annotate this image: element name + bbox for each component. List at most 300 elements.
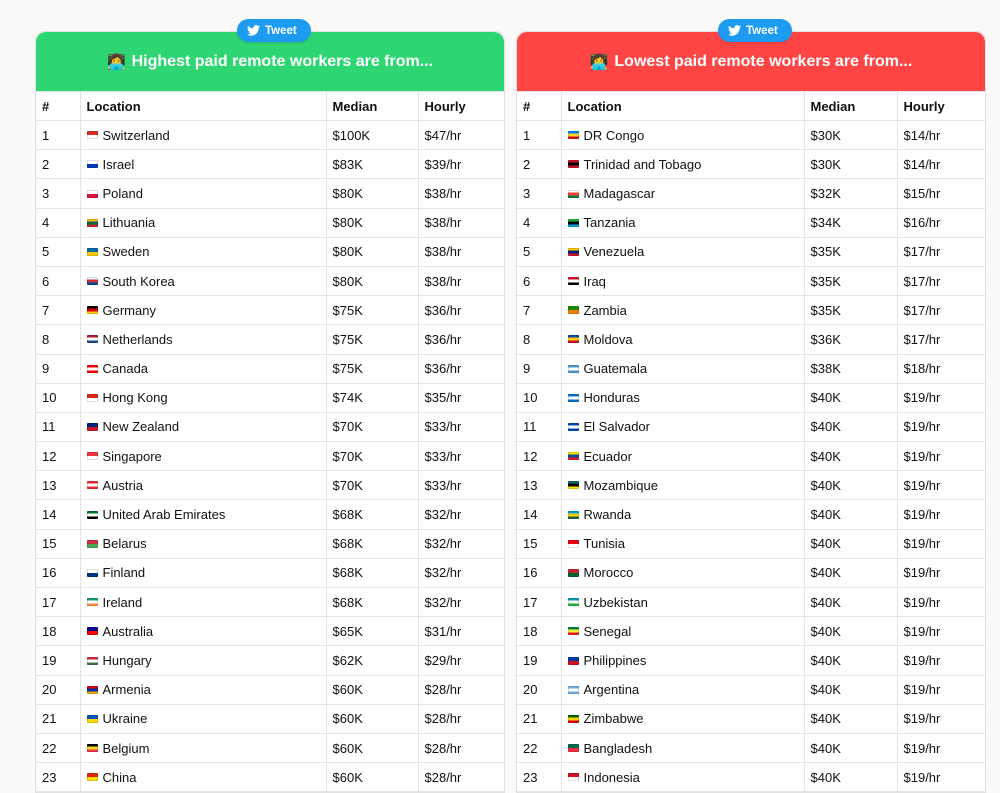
- location-cell[interactable]: [80, 763, 326, 792]
- table-row[interactable]: [517, 237, 985, 266]
- table-row[interactable]: [517, 442, 985, 471]
- table-header-row: [36, 92, 504, 121]
- table-row[interactable]: [36, 646, 504, 675]
- hourly-cell: $29/hr: [418, 646, 504, 675]
- hourly-cell: $33/hr: [418, 471, 504, 500]
- median-cell: $60K: [326, 763, 418, 792]
- lowest-paid-rows: [517, 121, 985, 792]
- rank-cell: 17: [36, 588, 80, 617]
- country-flag-icon: [87, 160, 98, 168]
- rank-cell: 22: [36, 733, 80, 762]
- median-cell: $75K: [326, 325, 418, 354]
- col-hourly-header[interactable]: Hourly: [418, 92, 504, 121]
- country-flag-icon: [87, 511, 98, 519]
- location-cell[interactable]: [80, 704, 326, 733]
- lowest-paid-table: [517, 91, 985, 792]
- table-row[interactable]: [517, 121, 985, 150]
- location-cell[interactable]: [80, 150, 326, 179]
- table-row[interactable]: [517, 471, 985, 500]
- country-name: Venezuela: [583, 244, 645, 260]
- country-flag-icon: [87, 598, 98, 606]
- median-cell: $60K: [326, 704, 418, 733]
- hourly-cell: $19/hr: [897, 383, 985, 412]
- hourly-cell: $33/hr: [418, 412, 504, 441]
- table-row[interactable]: [36, 500, 504, 529]
- tweet-label: Tweet: [265, 24, 297, 37]
- hourly-cell: $19/hr: [897, 412, 985, 441]
- table-header-row: [517, 92, 985, 121]
- table-row[interactable]: [36, 150, 504, 179]
- country-name: Belarus: [102, 536, 147, 552]
- location-cell[interactable]: [561, 208, 804, 237]
- country-flag-icon: [87, 569, 98, 577]
- country-flag-icon: [568, 657, 579, 665]
- median-cell: $40K: [804, 500, 897, 529]
- country-name: United Arab Emirates: [102, 507, 226, 523]
- table-row[interactable]: [517, 704, 985, 733]
- median-cell: $40K: [804, 646, 897, 675]
- location-cell[interactable]: [561, 675, 804, 704]
- table-row[interactable]: [517, 763, 985, 792]
- country-name: Madagascar: [583, 185, 656, 201]
- median-cell: $68K: [326, 588, 418, 617]
- rank-cell: 8: [36, 325, 80, 354]
- country-flag-icon: [568, 190, 579, 198]
- median-cell: $40K: [804, 412, 897, 441]
- rank-cell: 19: [517, 646, 561, 675]
- median-cell: $40K: [804, 733, 897, 762]
- col-median-header[interactable]: Median: [804, 92, 897, 121]
- country-name: Mozambique: [583, 477, 658, 493]
- country-flag-icon: [568, 219, 579, 227]
- location-cell[interactable]: [80, 500, 326, 529]
- location-cell[interactable]: [80, 646, 326, 675]
- country-name: Ukraine: [102, 711, 148, 727]
- location-cell[interactable]: [561, 500, 804, 529]
- table-row[interactable]: [36, 588, 504, 617]
- hourly-cell: $33/hr: [418, 442, 504, 471]
- country-name: Netherlands: [102, 331, 173, 347]
- rank-cell: 18: [36, 617, 80, 646]
- rank-cell: 5: [517, 237, 561, 266]
- median-cell: $35K: [804, 266, 897, 295]
- location-cell[interactable]: [561, 325, 804, 354]
- median-cell: $40K: [804, 675, 897, 704]
- hourly-cell: $17/hr: [897, 325, 985, 354]
- country-name: China: [102, 769, 137, 785]
- rank-cell: 11: [517, 412, 561, 441]
- rank-cell: 12: [517, 442, 561, 471]
- country-flag-icon: [87, 657, 98, 665]
- median-cell: $70K: [326, 412, 418, 441]
- hourly-cell: $17/hr: [897, 266, 985, 295]
- table-row[interactable]: [36, 529, 504, 558]
- location-cell[interactable]: [80, 529, 326, 558]
- median-cell: $40K: [804, 442, 897, 471]
- country-name: Tunisia: [583, 536, 625, 552]
- hourly-cell: $19/hr: [897, 704, 985, 733]
- country-name: Guatemala: [583, 361, 648, 377]
- location-cell[interactable]: [561, 442, 804, 471]
- country-name: El Salvador: [583, 419, 650, 435]
- country-name: Trinidad and Tobago: [583, 156, 702, 172]
- hourly-cell: $16/hr: [897, 208, 985, 237]
- country-name: Senegal: [583, 623, 632, 639]
- rank-cell: 9: [36, 354, 80, 383]
- rank-cell: 5: [36, 237, 80, 266]
- location-cell[interactable]: [80, 325, 326, 354]
- median-cell: $35K: [804, 296, 897, 325]
- country-flag-icon: [568, 744, 579, 752]
- median-cell: $36K: [804, 325, 897, 354]
- rank-cell: 6: [517, 266, 561, 295]
- median-cell: $80K: [326, 237, 418, 266]
- median-cell: $80K: [326, 266, 418, 295]
- location-cell[interactable]: [80, 675, 326, 704]
- hourly-cell: $19/hr: [897, 763, 985, 792]
- location-cell[interactable]: [561, 296, 804, 325]
- location-cell[interactable]: [561, 266, 804, 295]
- location-cell[interactable]: [561, 471, 804, 500]
- median-cell: $40K: [804, 558, 897, 587]
- country-name: Germany: [102, 302, 156, 318]
- table-row[interactable]: [517, 617, 985, 646]
- location-cell[interactable]: [80, 442, 326, 471]
- tweet-button-highest[interactable]: [237, 19, 311, 42]
- rank-cell: 17: [517, 588, 561, 617]
- table-row[interactable]: [36, 237, 504, 266]
- country-flag-icon: [87, 131, 98, 139]
- location-cell[interactable]: [80, 617, 326, 646]
- location-cell[interactable]: [80, 733, 326, 762]
- rank-cell: 16: [36, 558, 80, 587]
- table-row[interactable]: [517, 588, 985, 617]
- median-cell: $60K: [326, 675, 418, 704]
- country-name: DR Congo: [583, 127, 645, 143]
- median-cell: $83K: [326, 150, 418, 179]
- median-cell: $100K: [326, 121, 418, 150]
- country-name: Indonesia: [583, 769, 640, 785]
- hourly-cell: $28/hr: [418, 763, 504, 792]
- twitter-bird-icon: [728, 25, 741, 36]
- rank-cell: 7: [36, 296, 80, 325]
- country-name: Bangladesh: [583, 740, 653, 756]
- rank-cell: 10: [517, 383, 561, 412]
- worker-emoji-icon: 👩‍💻: [106, 53, 126, 71]
- country-name: Moldova: [583, 331, 633, 347]
- hourly-cell: $19/hr: [897, 471, 985, 500]
- country-name: Poland: [102, 185, 143, 201]
- table-row[interactable]: [517, 529, 985, 558]
- location-cell[interactable]: [561, 733, 804, 762]
- rank-cell: 2: [517, 150, 561, 179]
- median-cell: $74K: [326, 383, 418, 412]
- location-cell[interactable]: [80, 383, 326, 412]
- country-flag-icon: [87, 190, 98, 198]
- rank-cell: 23: [36, 763, 80, 792]
- country-name: New Zealand: [102, 419, 180, 435]
- country-name: South Korea: [102, 273, 175, 289]
- median-cell: $32K: [804, 179, 897, 208]
- location-cell[interactable]: [561, 617, 804, 646]
- hourly-cell: $17/hr: [897, 296, 985, 325]
- rank-cell: 13: [36, 471, 80, 500]
- rank-cell: 16: [517, 558, 561, 587]
- location-cell[interactable]: [80, 296, 326, 325]
- country-flag-icon: [568, 306, 579, 314]
- table-row[interactable]: [517, 179, 985, 208]
- col-rank-header[interactable]: #: [36, 92, 80, 121]
- country-flag-icon: [568, 569, 579, 577]
- col-median-header[interactable]: Median: [326, 92, 418, 121]
- col-rank-header[interactable]: #: [517, 92, 561, 121]
- country-flag-icon: [568, 131, 579, 139]
- table-row[interactable]: [36, 704, 504, 733]
- highest-paid-rows: [36, 121, 504, 792]
- median-cell: $70K: [326, 471, 418, 500]
- table-row[interactable]: [36, 763, 504, 792]
- country-flag-icon: [568, 365, 579, 373]
- hourly-cell: $19/hr: [897, 442, 985, 471]
- median-cell: $68K: [326, 558, 418, 587]
- country-flag-icon: [568, 335, 579, 343]
- median-cell: $40K: [804, 383, 897, 412]
- table-row[interactable]: [517, 354, 985, 383]
- hourly-cell: $14/hr: [897, 150, 985, 179]
- rank-cell: 12: [36, 442, 80, 471]
- col-location-header[interactable]: Location: [561, 92, 804, 121]
- rank-cell: 9: [517, 354, 561, 383]
- country-flag-icon: [568, 540, 579, 548]
- hourly-cell: $32/hr: [418, 529, 504, 558]
- country-flag-icon: [87, 423, 98, 431]
- rank-cell: 1: [36, 121, 80, 150]
- table-row[interactable]: [36, 617, 504, 646]
- country-flag-icon: [87, 481, 98, 489]
- location-cell[interactable]: [561, 354, 804, 383]
- table-row[interactable]: [517, 558, 985, 587]
- median-cell: $65K: [326, 617, 418, 646]
- table-row[interactable]: [36, 179, 504, 208]
- table-row[interactable]: [36, 733, 504, 762]
- hourly-cell: $14/hr: [897, 121, 985, 150]
- hourly-cell: $18/hr: [897, 354, 985, 383]
- table-row[interactable]: [517, 325, 985, 354]
- rank-cell: 3: [517, 179, 561, 208]
- table-row[interactable]: [36, 471, 504, 500]
- median-cell: $40K: [804, 763, 897, 792]
- hourly-cell: $19/hr: [897, 675, 985, 704]
- table-row[interactable]: [517, 150, 985, 179]
- median-cell: $68K: [326, 500, 418, 529]
- col-location-header[interactable]: Location: [80, 92, 326, 121]
- hourly-cell: $19/hr: [897, 529, 985, 558]
- location-cell[interactable]: [561, 383, 804, 412]
- hourly-cell: $38/hr: [418, 266, 504, 295]
- table-row[interactable]: [517, 646, 985, 675]
- hourly-cell: $36/hr: [418, 325, 504, 354]
- table-row[interactable]: [36, 383, 504, 412]
- rank-cell: 22: [517, 733, 561, 762]
- location-cell[interactable]: [561, 237, 804, 266]
- hourly-cell: $38/hr: [418, 208, 504, 237]
- col-hourly-header[interactable]: Hourly: [897, 92, 985, 121]
- country-flag-icon: [87, 627, 98, 635]
- table-row[interactable]: [36, 325, 504, 354]
- country-name: Honduras: [583, 390, 640, 406]
- rank-cell: 1: [517, 121, 561, 150]
- country-flag-icon: [87, 744, 98, 752]
- location-cell[interactable]: [80, 208, 326, 237]
- table-row[interactable]: [36, 558, 504, 587]
- location-cell[interactable]: [561, 529, 804, 558]
- hourly-cell: $19/hr: [897, 617, 985, 646]
- tweet-button-lowest[interactable]: [718, 19, 792, 42]
- country-flag-icon: [568, 481, 579, 489]
- country-flag-icon: [568, 715, 579, 723]
- rank-cell: 15: [36, 529, 80, 558]
- worker-emoji-icon: 👩‍💻: [589, 53, 609, 71]
- median-cell: $80K: [326, 208, 418, 237]
- table-row[interactable]: [36, 296, 504, 325]
- location-cell[interactable]: [80, 237, 326, 266]
- location-cell[interactable]: [80, 412, 326, 441]
- country-name: Argentina: [583, 682, 640, 698]
- country-name: Lithuania: [102, 215, 156, 231]
- rank-cell: 8: [517, 325, 561, 354]
- lowest-paid-panel: [516, 31, 986, 793]
- country-flag-icon: [87, 452, 98, 460]
- location-cell[interactable]: [80, 558, 326, 587]
- location-cell[interactable]: [561, 588, 804, 617]
- location-cell[interactable]: [80, 471, 326, 500]
- country-flag-icon: [568, 423, 579, 431]
- country-name: Iraq: [583, 273, 606, 289]
- table-row[interactable]: [36, 354, 504, 383]
- location-cell[interactable]: [561, 412, 804, 441]
- hourly-cell: $32/hr: [418, 558, 504, 587]
- location-cell[interactable]: [561, 646, 804, 675]
- rank-cell: 6: [36, 266, 80, 295]
- table-row[interactable]: [517, 266, 985, 295]
- country-flag-icon: [87, 394, 98, 402]
- country-name: Zimbabwe: [583, 711, 644, 727]
- table-row[interactable]: [517, 412, 985, 441]
- rank-cell: 4: [36, 208, 80, 237]
- location-cell[interactable]: [80, 354, 326, 383]
- hourly-cell: $19/hr: [897, 733, 985, 762]
- lowest-paid-title: Lowest paid remote workers are from...: [614, 52, 913, 70]
- median-cell: $68K: [326, 529, 418, 558]
- country-flag-icon: [568, 511, 579, 519]
- median-cell: $80K: [326, 179, 418, 208]
- hourly-cell: $19/hr: [897, 588, 985, 617]
- location-cell[interactable]: [80, 121, 326, 150]
- hourly-cell: $36/hr: [418, 354, 504, 383]
- country-flag-icon: [568, 452, 579, 460]
- country-flag-icon: [87, 365, 98, 373]
- hourly-cell: $17/hr: [897, 237, 985, 266]
- table-row[interactable]: [36, 442, 504, 471]
- table-row[interactable]: [517, 675, 985, 704]
- hourly-cell: $36/hr: [418, 296, 504, 325]
- hourly-cell: $15/hr: [897, 179, 985, 208]
- country-name: Sweden: [102, 244, 150, 260]
- country-flag-icon: [87, 686, 98, 694]
- hourly-cell: $31/hr: [418, 617, 504, 646]
- country-flag-icon: [87, 277, 98, 285]
- hourly-cell: $39/hr: [418, 150, 504, 179]
- rank-cell: 3: [36, 179, 80, 208]
- rank-cell: 14: [517, 500, 561, 529]
- country-flag-icon: [87, 715, 98, 723]
- median-cell: $40K: [804, 529, 897, 558]
- median-cell: $38K: [804, 354, 897, 383]
- table-row[interactable]: [36, 121, 504, 150]
- hourly-cell: $28/hr: [418, 675, 504, 704]
- country-flag-icon: [568, 277, 579, 285]
- country-flag-icon: [568, 627, 579, 635]
- median-cell: $40K: [804, 471, 897, 500]
- highest-paid-table: [36, 91, 504, 792]
- median-cell: $34K: [804, 208, 897, 237]
- median-cell: $40K: [804, 704, 897, 733]
- hourly-cell: $38/hr: [418, 237, 504, 266]
- location-cell[interactable]: [80, 179, 326, 208]
- country-flag-icon: [87, 335, 98, 343]
- rank-cell: 14: [36, 500, 80, 529]
- location-cell[interactable]: [561, 150, 804, 179]
- location-cell[interactable]: [80, 588, 326, 617]
- hourly-cell: $32/hr: [418, 588, 504, 617]
- location-cell[interactable]: [561, 763, 804, 792]
- table-row[interactable]: [517, 296, 985, 325]
- country-flag-icon: [87, 540, 98, 548]
- country-flag-icon: [568, 248, 579, 256]
- median-cell: $62K: [326, 646, 418, 675]
- country-name: Armenia: [102, 682, 151, 698]
- country-flag-icon: [568, 394, 579, 402]
- table-row[interactable]: [517, 500, 985, 529]
- country-name: Canada: [102, 361, 149, 377]
- table-row[interactable]: [36, 266, 504, 295]
- location-cell[interactable]: [561, 121, 804, 150]
- country-name: Ecuador: [583, 448, 632, 464]
- table-row[interactable]: [36, 675, 504, 704]
- table-row[interactable]: [36, 208, 504, 237]
- country-name: Morocco: [583, 565, 634, 581]
- country-flag-icon: [568, 773, 579, 781]
- hourly-cell: $28/hr: [418, 704, 504, 733]
- location-cell[interactable]: [561, 704, 804, 733]
- location-cell[interactable]: [80, 266, 326, 295]
- country-flag-icon: [568, 598, 579, 606]
- table-row[interactable]: [517, 733, 985, 762]
- rank-cell: 20: [36, 675, 80, 704]
- location-cell[interactable]: [561, 558, 804, 587]
- location-cell[interactable]: [561, 179, 804, 208]
- table-row[interactable]: [36, 412, 504, 441]
- median-cell: $75K: [326, 296, 418, 325]
- country-name: Singapore: [102, 448, 162, 464]
- table-row[interactable]: [517, 383, 985, 412]
- table-row[interactable]: [517, 208, 985, 237]
- country-flag-icon: [87, 248, 98, 256]
- country-flag-icon: [87, 219, 98, 227]
- rank-cell: 18: [517, 617, 561, 646]
- rank-cell: 21: [517, 704, 561, 733]
- median-cell: $35K: [804, 237, 897, 266]
